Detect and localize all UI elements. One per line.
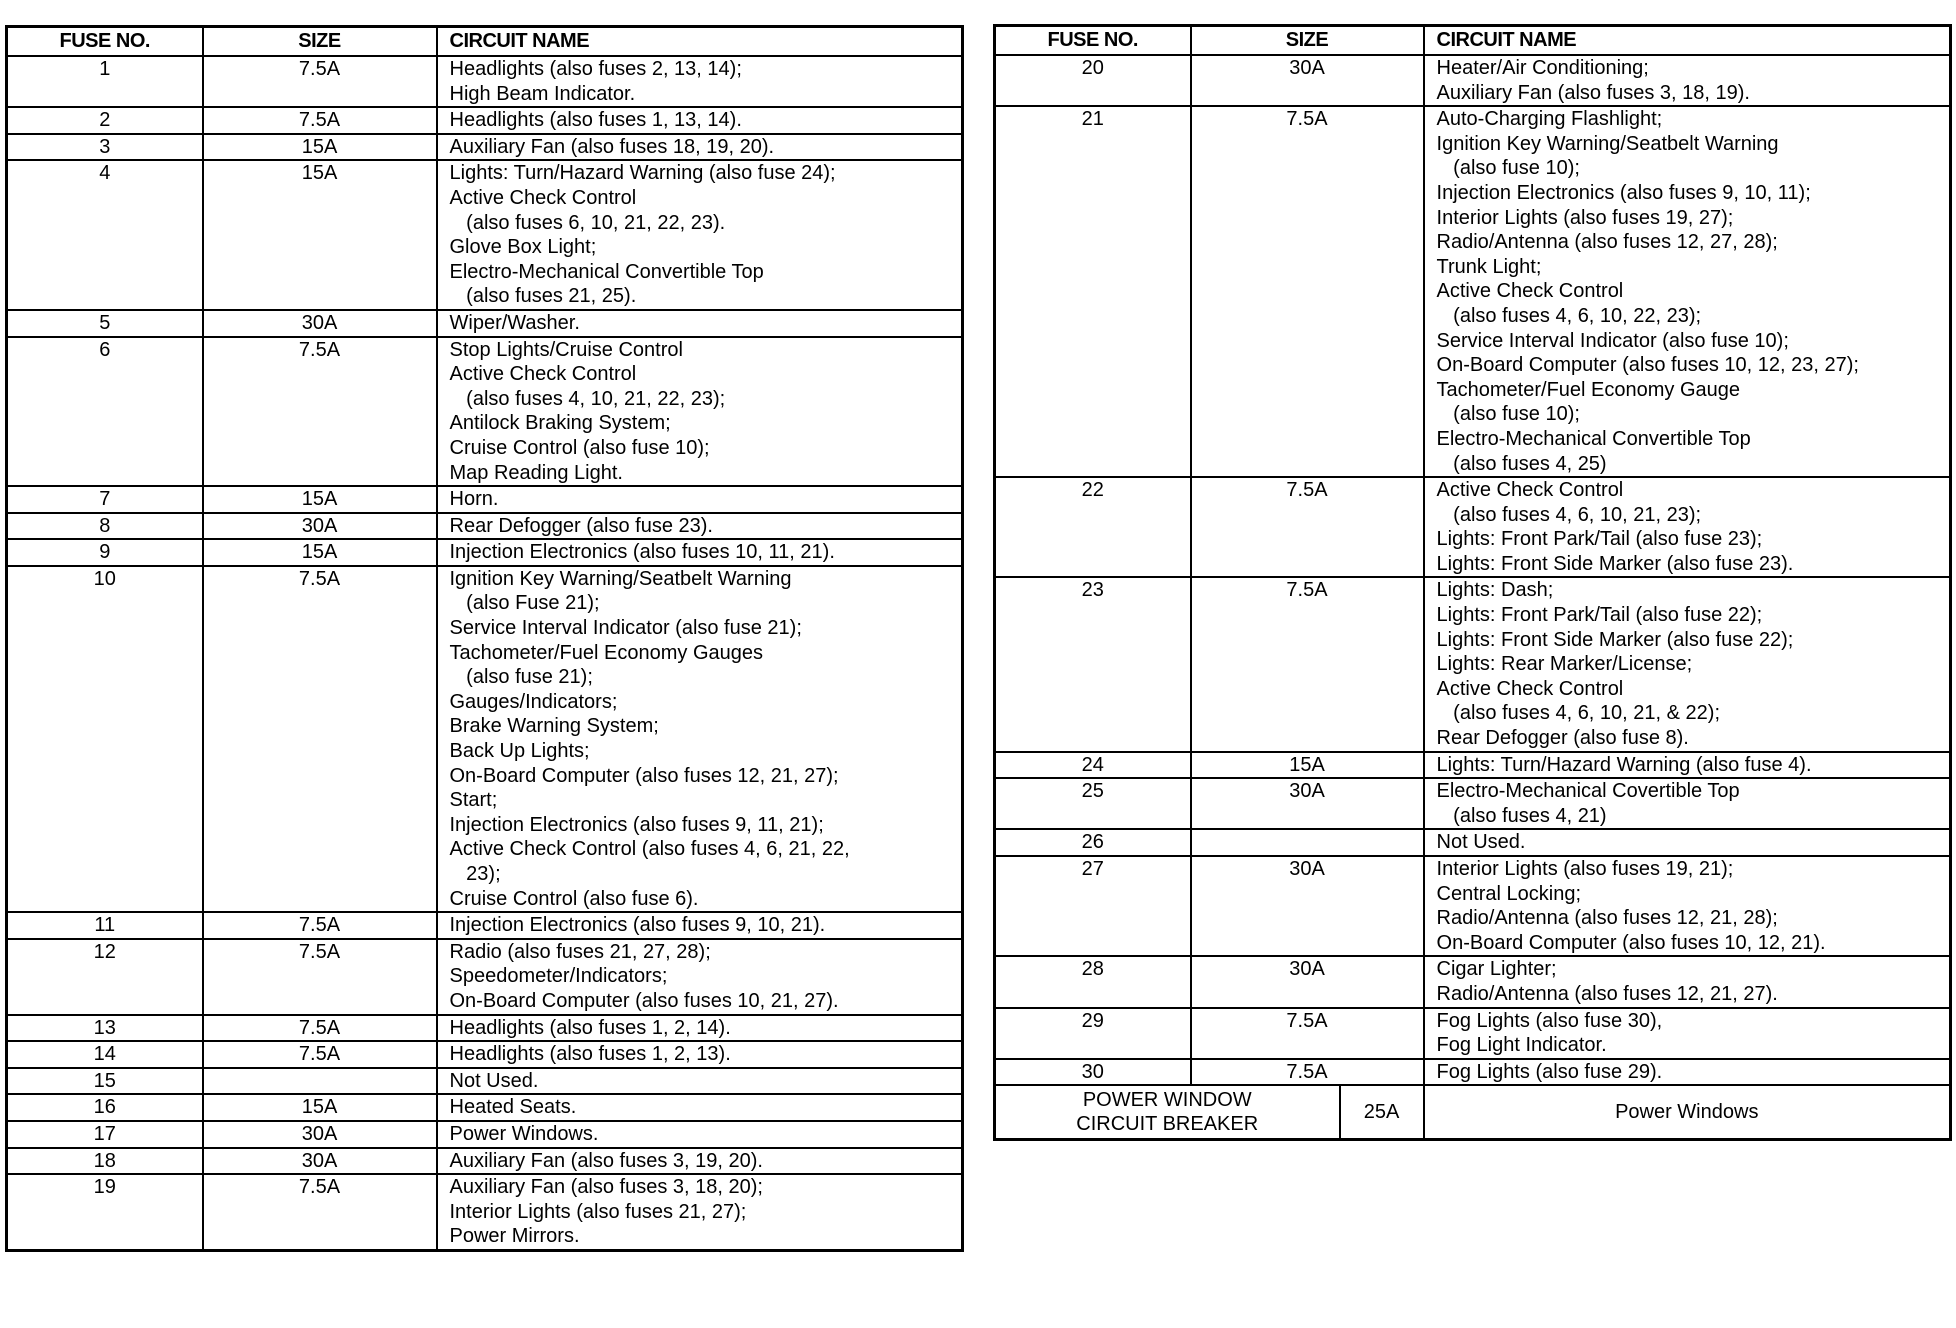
fuse-no-header: FUSE NO. <box>995 26 1191 56</box>
fuse-number: 30 <box>995 1059 1191 1086</box>
fuse-number: 19 <box>7 1174 203 1250</box>
circuit-name <box>437 160 963 310</box>
circuit-name <box>437 1094 963 1121</box>
fuse-size: 15A <box>203 134 437 161</box>
fuse-row <box>995 55 1951 106</box>
circuit-name <box>437 310 963 337</box>
circuit-name <box>437 107 963 134</box>
fuse-row <box>7 107 963 134</box>
circuit-line: (also fuses 4, 10, 21, 22, 23); <box>449 387 726 410</box>
fuse-row <box>995 778 1951 829</box>
circuit-line: Radio/Antenna (also fuses 12, 21, 28); <box>1436 907 1778 930</box>
left-table-body <box>7 56 963 1250</box>
fuse-row <box>7 160 963 310</box>
circuit-line: On-Board Computer (also fuses 10, 12, 23, 27); <box>1436 354 1859 377</box>
circuit-line: (also fuses 4, 6, 10, 21, 23); <box>1436 503 1702 526</box>
fuse-size: 30A <box>1191 856 1424 956</box>
fuse-number: 11 <box>7 912 203 939</box>
circuit-line: Active Check Control <box>1436 280 1624 303</box>
fuse-row <box>7 513 963 540</box>
circuit-line: Tachometer/Fuel Economy Gauges <box>449 641 763 664</box>
fuse-row <box>7 1174 963 1250</box>
fuse-number: 6 <box>7 337 203 487</box>
fuse-size: 7.5A <box>1191 106 1424 477</box>
circuit-line: Glove Box Light; <box>449 236 597 259</box>
fuse-number: 8 <box>7 513 203 540</box>
fuse-row <box>7 486 963 513</box>
circuit-line: Headlights (also fuses 1, 2, 14). <box>449 1016 731 1039</box>
left-fuse-table <box>5 25 964 1252</box>
circuit-line: (also fuses 4, 25) <box>1436 452 1607 475</box>
fuse-number: 3 <box>7 134 203 161</box>
circuit-name <box>437 1174 963 1250</box>
circuit-line: Horn. <box>449 488 499 511</box>
fuse-row <box>995 577 1951 751</box>
circuit-line: Fog Light Indicator. <box>1436 1034 1607 1057</box>
circuit-line: Ignition Key Warning/Seatbelt Warning <box>449 567 792 590</box>
circuit-name <box>437 337 963 487</box>
fuse-number: 27 <box>995 856 1191 956</box>
circuit-name <box>437 1015 963 1042</box>
circuit-line: Service Interval Indicator (also fuse 21); <box>449 617 802 640</box>
circuit-line: Auxiliary Fan (also fuses 18, 19, 20). <box>449 135 775 158</box>
circuit-line: Power Mirrors. <box>449 1225 580 1248</box>
circuit-name <box>1424 1008 1951 1059</box>
circuit-name-header: CIRCUIT NAME <box>1424 26 1951 56</box>
fuse-row <box>7 539 963 566</box>
circuit-line: Lights: Front Side Marker (also fuse 23). <box>1436 552 1794 575</box>
fuse-number: 20 <box>995 55 1191 106</box>
fuse-row <box>995 106 1951 477</box>
fuse-size: 30A <box>1191 956 1424 1007</box>
circuit-name <box>437 1148 963 1175</box>
circuit-line: Headlights (also fuses 2, 13, 14); <box>449 58 742 80</box>
fuse-size: 7.5A <box>203 912 437 939</box>
fuse-size: 7.5A <box>1191 1059 1424 1086</box>
circuit-name-header: CIRCUIT NAME <box>437 27 963 57</box>
fuse-number: 29 <box>995 1008 1191 1059</box>
circuit-line: Interior Lights (also fuses 19, 21); <box>1436 858 1734 880</box>
circuit-line: Lights: Dash; <box>1436 579 1554 602</box>
circuit-name <box>437 566 963 912</box>
circuit-name <box>437 1041 963 1068</box>
circuit-line: On-Board Computer (also fuses 10, 21, 27). <box>449 989 839 1012</box>
fuse-number: 18 <box>7 1148 203 1175</box>
fuse-size: 30A <box>203 310 437 337</box>
circuit-line: Start; <box>449 789 498 812</box>
circuit-line: (also fuse 21); <box>449 666 593 689</box>
circuit-line: Heated Seats. <box>449 1096 577 1119</box>
breaker-name-line: POWER WINDOW <box>1082 1089 1252 1112</box>
circuit-line: Radio (also fuses 21, 27, 28); <box>449 940 711 963</box>
fuse-size <box>1191 829 1424 856</box>
fuse-row <box>995 956 1951 1007</box>
circuit-line: Interior Lights (also fuses 19, 27); <box>1436 206 1734 229</box>
circuit-name <box>1424 477 1951 577</box>
size-header: SIZE <box>203 27 437 57</box>
circuit-line: Antilock Braking System; <box>449 412 671 435</box>
right-table-body <box>995 55 1951 1085</box>
circuit-line: (also fuse 10); <box>1436 403 1580 426</box>
circuit-name <box>1424 752 1951 779</box>
circuit-line: 23); <box>449 863 501 885</box>
fuse-size: 30A <box>1191 55 1424 106</box>
fuse-size: 30A <box>203 513 437 540</box>
circuit-line: Electro-Mechanical Covertible Top <box>1436 780 1740 803</box>
fuse-row <box>7 1121 963 1148</box>
fuse-row <box>7 337 963 487</box>
circuit-line: Headlights (also fuses 1, 13, 14). <box>449 109 742 132</box>
circuit-line: Ignition Key Warning/Seatbelt Warning <box>1436 132 1779 155</box>
fuse-size: 7.5A <box>1191 577 1424 751</box>
fuse-row <box>7 1094 963 1121</box>
fuse-row <box>7 1068 963 1095</box>
circuit-line: On-Board Computer (also fuses 10, 12, 21). <box>1436 931 1826 954</box>
circuit-name <box>1424 956 1951 1007</box>
fuse-row <box>995 477 1951 577</box>
circuit-line: Electro-Mechanical Convertible Top <box>1436 427 1751 450</box>
fuse-number: 4 <box>7 160 203 310</box>
circuit-line: Tachometer/Fuel Economy Gauge <box>1436 378 1741 401</box>
circuit-line: (also fuses 4, 21) <box>1436 804 1607 827</box>
fuse-size: 7.5A <box>203 1041 437 1068</box>
header-row <box>7 27 963 57</box>
circuit-line: Heater/Air Conditioning; <box>1436 57 1649 79</box>
header-row <box>995 26 1951 56</box>
fuse-row <box>7 912 963 939</box>
fuse-row <box>995 752 1951 779</box>
circuit-breaker-size: 25A <box>1340 1085 1424 1139</box>
fuse-number: 25 <box>995 778 1191 829</box>
circuit-line: Injection Electronics (also fuses 9, 10, 11); <box>1436 181 1811 204</box>
fuse-row <box>7 566 963 912</box>
circuit-name <box>437 539 963 566</box>
circuit-line: Lights: Turn/Hazard Warning (also fuse 24); <box>449 162 836 185</box>
fuse-row <box>7 56 963 107</box>
circuit-line: Lights: Front Park/Tail (also fuse 23); <box>1436 528 1763 551</box>
fuse-number: 24 <box>995 752 1191 779</box>
circuit-name <box>437 939 963 1015</box>
circuit-line: Rear Defogger (also fuse 8). <box>1436 727 1689 750</box>
circuit-line: Active Check Control <box>449 363 637 386</box>
circuit-name <box>437 134 963 161</box>
fuse-size: 7.5A <box>203 107 437 134</box>
fuse-number: 26 <box>995 829 1191 856</box>
circuit-line: Central Locking; <box>1436 882 1582 905</box>
circuit-line: (also fuses 4, 6, 10, 22, 23); <box>1436 304 1702 327</box>
fuse-size: 15A <box>203 160 437 310</box>
circuit-name <box>437 513 963 540</box>
fuse-number: 16 <box>7 1094 203 1121</box>
fuse-number: 9 <box>7 539 203 566</box>
circuit-name <box>1424 778 1951 829</box>
fuse-size: 7.5A <box>203 337 437 487</box>
circuit-line: Brake Warning System; <box>449 715 659 738</box>
fuse-no-header: FUSE NO. <box>7 27 203 57</box>
circuit-breaker-circuit: Power Windows <box>1424 1085 1951 1139</box>
fuse-number: 14 <box>7 1041 203 1068</box>
circuit-line: Active Check Control <box>449 186 637 209</box>
fuse-row <box>7 1015 963 1042</box>
fuse-size: 15A <box>203 486 437 513</box>
circuit-name <box>1424 577 1951 751</box>
fuse-number: 1 <box>7 56 203 107</box>
circuit-line: Lights: Turn/Hazard Warning (also fuse 4). <box>1436 753 1812 776</box>
circuit-line: Speedometer/Indicators; <box>449 965 668 988</box>
circuit-line: Fog Lights (also fuse 29). <box>1436 1060 1663 1083</box>
fuse-size <box>203 1068 437 1095</box>
circuit-line: Radio/Antenna (also fuses 12, 21, 27). <box>1436 982 1778 1005</box>
circuit-line: Cruise Control (also fuse 10); <box>449 436 710 459</box>
fuse-size: 30A <box>203 1148 437 1175</box>
circuit-line: Auxiliary Fan (also fuses 3, 18, 19). <box>1436 81 1750 104</box>
fuse-size: 15A <box>203 539 437 566</box>
fuse-number: 12 <box>7 939 203 1015</box>
fuse-number: 2 <box>7 107 203 134</box>
circuit-name <box>1424 829 1951 856</box>
fuse-row <box>7 134 963 161</box>
circuit-line: Auto-Charging Flashlight; <box>1436 108 1663 131</box>
fuse-number: 28 <box>995 956 1191 1007</box>
breaker-name-line: CIRCUIT BREAKER <box>1076 1113 1259 1136</box>
circuit-line: Injection Electronics (also fuses 10, 11, 21). <box>449 541 835 564</box>
fuse-row <box>7 1041 963 1068</box>
fuse-size: 7.5A <box>203 566 437 912</box>
circuit-line: High Beam Indicator. <box>449 82 636 105</box>
circuit-line: (also fuse 10); <box>1436 157 1580 180</box>
circuit-name <box>1424 856 1951 956</box>
fuse-row <box>995 829 1951 856</box>
circuit-name <box>1424 1059 1951 1086</box>
fuse-number: 21 <box>995 106 1191 477</box>
circuit-name <box>437 486 963 513</box>
circuit-line: Active Check Control <box>1436 479 1624 502</box>
fuse-number: 10 <box>7 566 203 912</box>
circuit-line: Lights: Rear Marker/License; <box>1436 653 1693 676</box>
circuit-line: Auxiliary Fan (also fuses 3, 19, 20). <box>449 1149 763 1172</box>
circuit-line: Stop Lights/Cruise Control <box>449 338 683 361</box>
circuit-line: Power Windows. <box>449 1122 599 1145</box>
circuit-line: Not Used. <box>1436 831 1526 854</box>
fuse-size: 30A <box>1191 778 1424 829</box>
circuit-line: Map Reading Light. <box>449 461 623 484</box>
circuit-line: (also fuses 4, 6, 10, 21, & 22); <box>1436 702 1721 725</box>
fuse-size: 7.5A <box>203 56 437 107</box>
size-header: SIZE <box>1191 26 1424 56</box>
circuit-line: (also fuses 6, 10, 21, 22, 23). <box>449 211 726 234</box>
right-fuse-table <box>993 24 1952 1141</box>
fuse-row <box>7 1148 963 1175</box>
circuit-line: Lights: Front Park/Tail (also fuse 22); <box>1436 604 1763 627</box>
fuse-number: 23 <box>995 577 1191 751</box>
circuit-name <box>437 1121 963 1148</box>
fuse-number: 22 <box>995 477 1191 577</box>
circuit-line: (also Fuse 21); <box>449 592 600 615</box>
circuit-line: Radio/Antenna (also fuses 12, 27, 28); <box>1436 231 1778 254</box>
circuit-line: Active Check Control (also fuses 4, 6, 21, 22, <box>449 838 850 861</box>
circuit-line: Fog Lights (also fuse 30), <box>1436 1009 1663 1032</box>
circuit-line: Service Interval Indicator (also fuse 10); <box>1436 329 1789 352</box>
circuit-line: Rear Defogger (also fuse 23). <box>449 514 713 537</box>
circuit-line: Injection Electronics (also fuses 9, 11, 21); <box>449 813 824 836</box>
circuit-line: Auxiliary Fan (also fuses 3, 18, 20); <box>449 1176 763 1199</box>
fuse-size: 7.5A <box>203 1015 437 1042</box>
fuse-row <box>7 939 963 1015</box>
circuit-line: Interior Lights (also fuses 21, 27); <box>449 1200 747 1223</box>
circuit-name <box>1424 106 1951 477</box>
fuse-number: 13 <box>7 1015 203 1042</box>
fuse-number: 5 <box>7 310 203 337</box>
circuit-name <box>437 912 963 939</box>
circuit-line: Cigar Lighter; <box>1436 958 1557 981</box>
circuit-line: (also fuses 21, 25). <box>449 285 637 308</box>
circuit-line: Injection Electronics (also fuses 9, 10, 21). <box>449 914 826 937</box>
fuse-row <box>7 310 963 337</box>
fuse-row <box>995 1008 1951 1059</box>
fuse-row <box>995 1059 1951 1086</box>
circuit-line: Wiper/Washer. <box>449 311 580 334</box>
circuit-name <box>437 1068 963 1095</box>
fuse-number: 15 <box>7 1068 203 1095</box>
circuit-line: Active Check Control <box>1436 677 1624 700</box>
circuit-line: On-Board Computer (also fuses 12, 21, 27); <box>449 764 839 787</box>
circuit-line: Not Used. <box>449 1069 539 1092</box>
circuit-line: Trunk Light; <box>1436 255 1542 278</box>
fuse-size: 15A <box>1191 752 1424 779</box>
circuit-line: Headlights (also fuses 1, 2, 13). <box>449 1043 731 1066</box>
circuit-line: Lights: Front Side Marker (also fuse 22); <box>1436 628 1794 651</box>
fuse-number: 7 <box>7 486 203 513</box>
circuit-line: Back Up Lights; <box>449 740 590 763</box>
fuse-size: 30A <box>203 1121 437 1148</box>
fuse-size: 15A <box>203 1094 437 1121</box>
fuse-row <box>995 856 1951 956</box>
circuit-line: Electro-Mechanical Convertible Top <box>449 260 764 283</box>
circuit-line: Cruise Control (also fuse 6). <box>449 887 699 910</box>
circuit-breaker-name <box>995 1085 1340 1139</box>
circuit-line: Gauges/Indicators; <box>449 690 618 713</box>
fuse-size: 7.5A <box>203 939 437 1015</box>
circuit-name <box>437 56 963 107</box>
fuse-number: 17 <box>7 1121 203 1148</box>
fuse-size: 7.5A <box>1191 1008 1424 1059</box>
fuse-size: 7.5A <box>203 1174 437 1250</box>
circuit-name <box>1424 55 1951 106</box>
fuse-size: 7.5A <box>1191 477 1424 577</box>
circuit-breaker-row <box>995 1085 1951 1139</box>
